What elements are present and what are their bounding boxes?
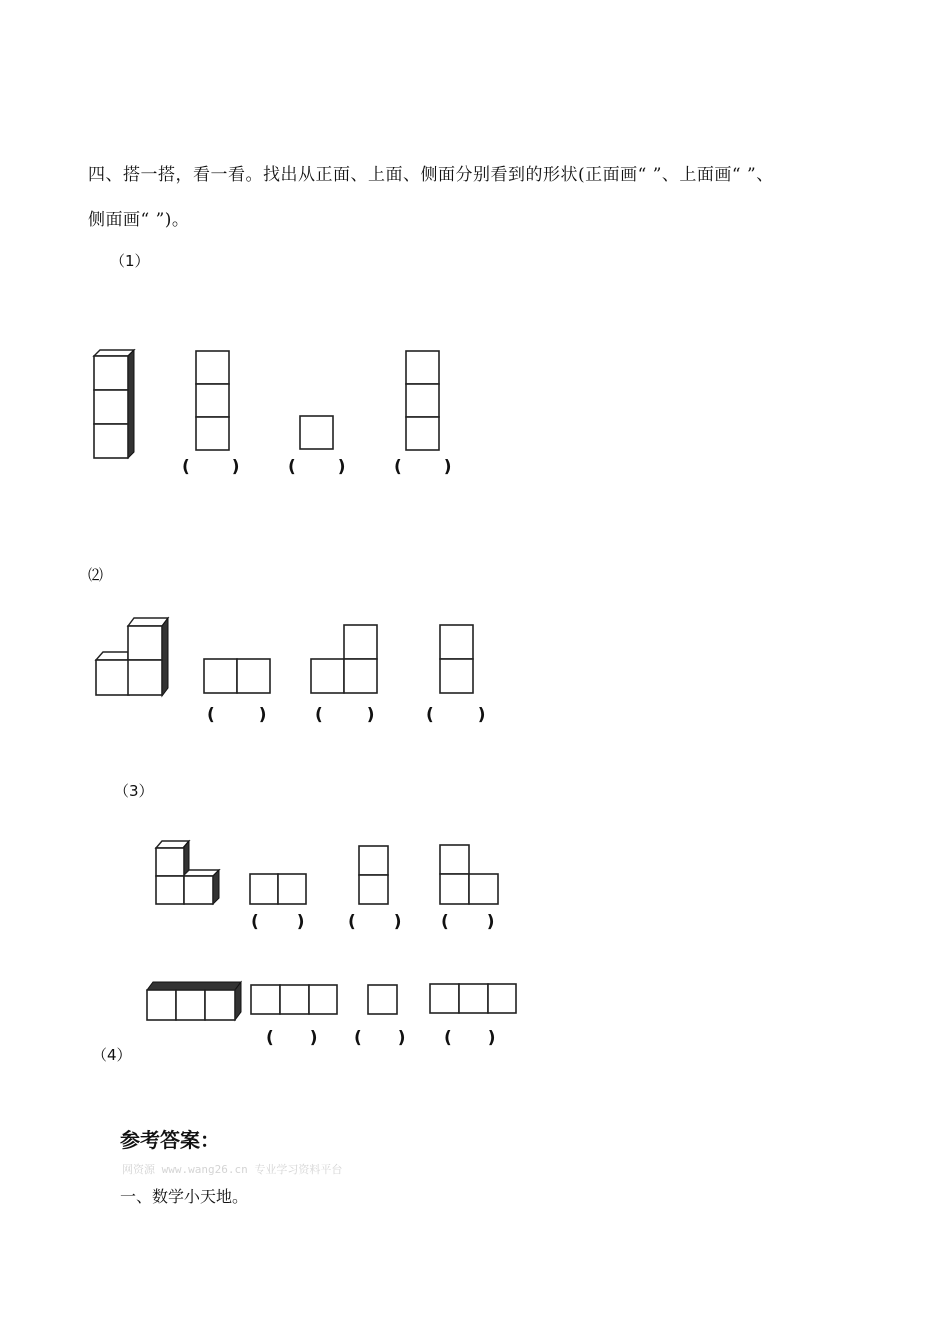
group-3-label: （3） — [114, 782, 154, 800]
group-3-view-c — [438, 843, 502, 907]
group-4-view-a — [249, 983, 341, 1019]
answer-item-1: 一、数学小天地。 — [120, 1187, 249, 1206]
group-3-answer-slot-b[interactable]: ( ) — [348, 912, 402, 932]
watermark: 网资源 www.wang26.cn 专业学习资料平台 — [122, 1163, 343, 1176]
answer-heading: 参考答案： — [120, 1128, 220, 1152]
group-1-view-b — [298, 414, 336, 452]
group-3-answer-slot-a[interactable]: ( ) — [251, 912, 305, 932]
group-2-answer-slot-c[interactable]: ( ) — [426, 705, 486, 725]
group-2-view-c — [438, 623, 476, 697]
group-3-answer-slot-c[interactable]: ( ) — [441, 912, 495, 932]
group-3-view-b — [357, 844, 391, 908]
group-3-view-a — [248, 872, 310, 908]
group-4-view-b — [366, 983, 400, 1019]
group-2-answer-slot-a[interactable]: ( ) — [207, 705, 267, 725]
group-4-view-c — [428, 982, 520, 1018]
group-1-answer-slot-a[interactable]: ( ) — [182, 457, 240, 477]
group-4-label: （4） — [92, 1046, 132, 1064]
group-4-answer-slot-a[interactable]: ( ) — [266, 1028, 318, 1048]
group-4-answer-slot-c[interactable]: ( ) — [444, 1028, 496, 1048]
group-2-view-a — [202, 657, 272, 697]
group-1-answer-slot-c[interactable]: ( ) — [394, 457, 452, 477]
group-1-label: （1） — [110, 252, 150, 270]
group-1-view-a — [194, 349, 232, 453]
group-4-3d-figure — [145, 980, 245, 1022]
group-2-answer-slot-b[interactable]: ( ) — [315, 705, 375, 725]
question-line-1: 四、搭一搭，看一看。找出从正面、上面、侧面分别看到的形状(正面画“ ”、上面画“ ”、 — [88, 165, 774, 185]
group-2-3d-figure — [94, 614, 174, 698]
group-2-label: ⑵ — [88, 566, 104, 584]
group-3-3d-figure — [153, 838, 225, 910]
group-2-view-b — [309, 623, 379, 697]
group-1-answer-slot-b[interactable]: ( ) — [288, 457, 346, 477]
question-line-2: 侧面画“ ”)。 — [88, 210, 190, 230]
group-1-3d-figure — [88, 348, 138, 463]
group-1-view-c — [404, 349, 442, 453]
group-4-answer-slot-b[interactable]: ( ) — [354, 1028, 406, 1048]
